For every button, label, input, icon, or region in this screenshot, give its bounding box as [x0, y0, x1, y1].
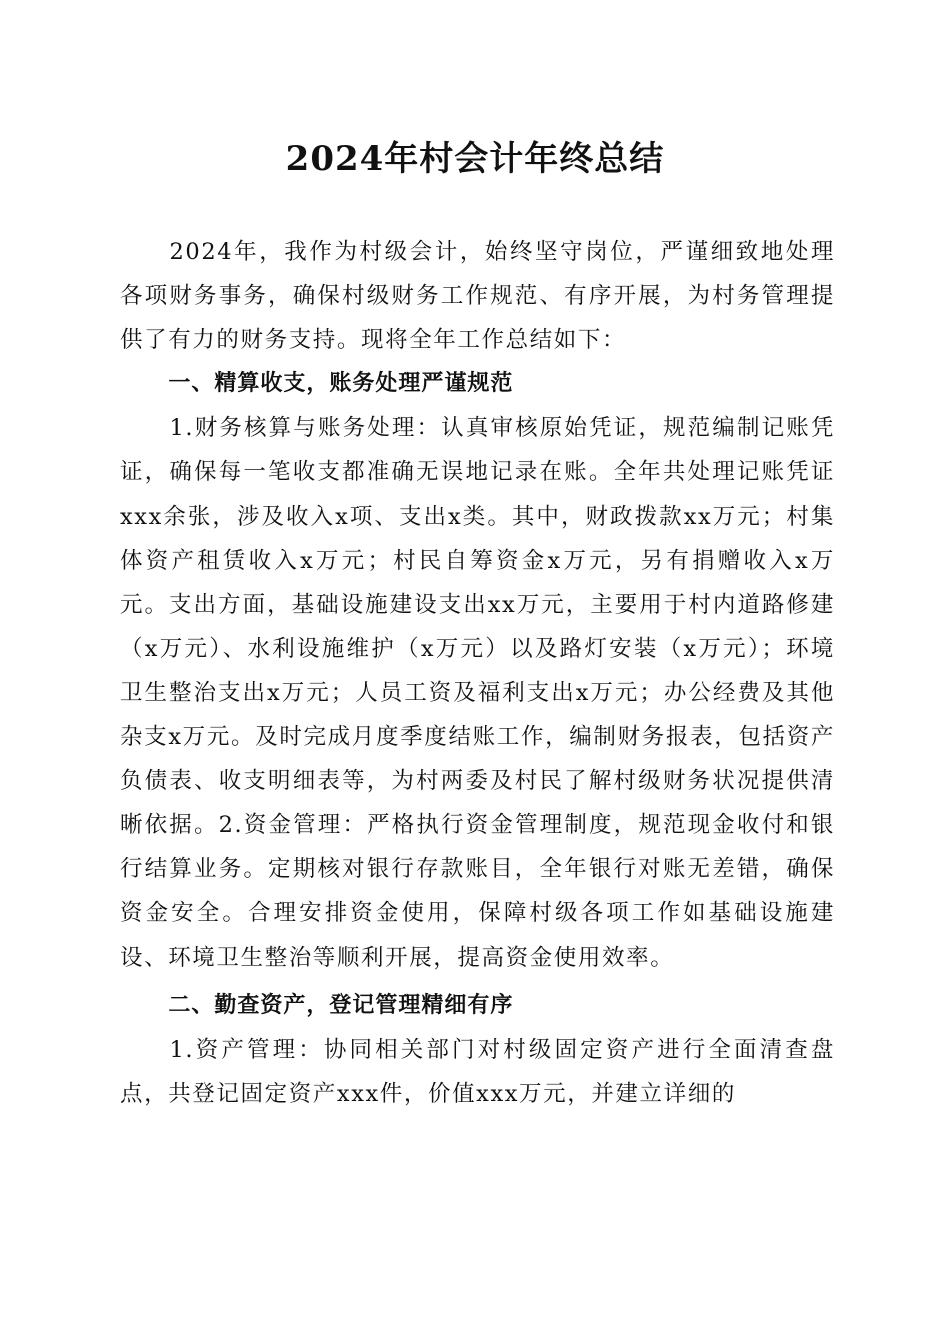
section-paragraph-1: 1.财务核算与账务处理：认真审核原始凭证，规范编制记账凭证，确保每一笔收支都准确无误地记录在账。全年共处理记账凭证xxx余张，涉及收入x项、支出x类。其中，财政拨款xx万元；村集体资产租赁收入x万元；村民自筹资金x万元，另有捐赠收入x万元。支出方面，基础设施建设支出xx万元，主要用于村内道路修建（x万元）、水利设施维护（x万元）以及路灯安装（x万元）；环境卫生整治支出x万元；人员工资及福利支出x万元；办公经费及其他杂支x万元。及时完成月度季度结账工作，编制财务报表，包括资产负债表、收支明细表等，为村两委及村民了解村级财务状况提供清晰依据。2.资金管理：严格执行资金管理制度，规范现金收付和银行结算业务。定期核对银行存款账目，全年银行对账无差错，确保资金安全。合理安排资金使用，保障村级各项工作如基础设施建设、环境卫生整治等顺利开展，提高资金使用效率。 [120, 415, 835, 971]
document-body [120, 230, 835, 1116]
intro-paragraph: 2024年，我作为村级会计，始终坚守岗位，严谨细致地处理各项财务事务，确保村级财务工作规范、有序开展，为村务管理提供了有力的财务支持。现将全年工作总结如下： [120, 239, 835, 354]
section-heading-1: 一、精算收支，账务处理严谨规范 [168, 371, 514, 397]
section-heading-2: 二、勤查资产，登记管理精细有序 [168, 992, 514, 1018]
document-title: 2024年村会计年终总结 [285, 139, 665, 179]
section-paragraph-2: 1.资产管理：协同相关部门对村级固定资产进行全面清查盘点，共登记固定资产xxx件，价值xxx万元，并建立详细的 [120, 1036, 835, 1107]
